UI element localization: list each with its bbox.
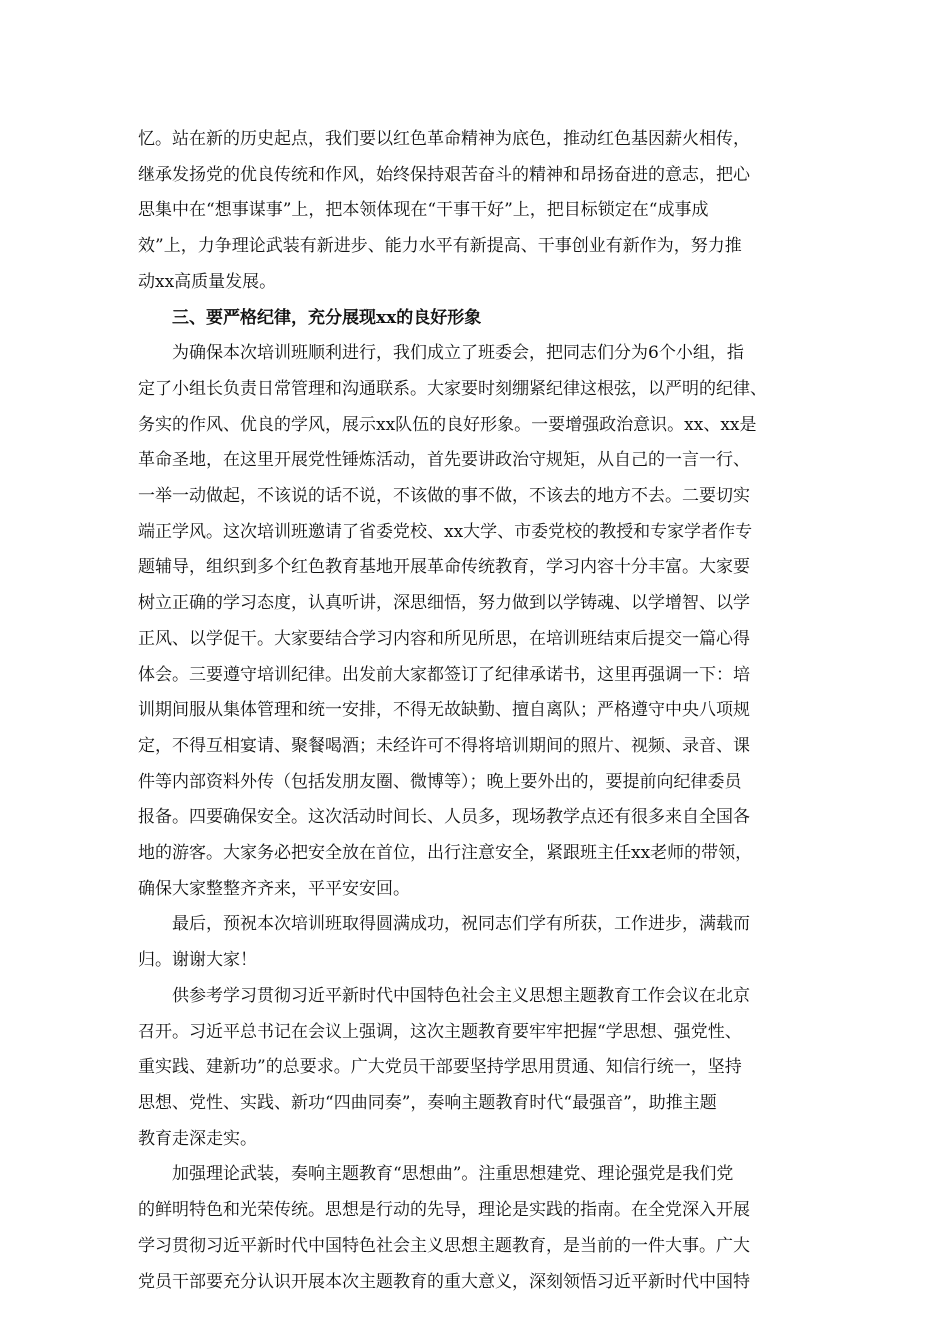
text-line: 加强理论武装，奏响主题教育“思想曲”。注重思想建党、理论强党是我们党 <box>172 1164 734 1185</box>
text-line: 报备。四要确保安全。这次活动时间长、人员多，现场教学点还有很多来自全国各 <box>138 807 750 828</box>
body-paragraph <box>138 336 853 907</box>
body-paragraph <box>138 979 853 1158</box>
section-heading <box>138 301 853 337</box>
text-line: 供参考学习贯彻习近平新时代中国特色社会主义思想主题教育工作会议在北京 <box>172 985 750 1006</box>
text-line: 效”上，力争理论武装有新进步、能力水平有新提高、干事创业有新作为，努力推 <box>138 236 742 257</box>
text-line: 题辅导，组织到多个红色教育基地开展革命传统教育，学习内容十分丰富。大家要 <box>138 557 750 578</box>
text-line: 体会。三要遵守培训纪律。出发前大家都签订了纪律承诺书，这里再强调一下：培 <box>138 664 750 685</box>
text-line: 忆。站在新的历史起点，我们要以红色革命精神为底色，推动红色基因薪火相传， <box>138 129 750 149</box>
text-line: 树立正确的学习态度，认真听讲，深思细悟，努力做到以学铸魂、以学增智、以学 <box>138 593 750 614</box>
text-line: 定，不得互相宴请、聚餐喝酒；未经许可不得将培训期间的照片、视频、录音、课 <box>138 735 750 756</box>
text-line: 地的游客。大家务必把安全放在首位，出行注意安全，紧跟班主任xx老师的带领， <box>138 843 753 864</box>
text-line: 重实践、建新功”的总要求。广大党员干部要坚持学思用贯通、知信行统一，坚持 <box>138 1057 742 1078</box>
text-line: 革命圣地，在这里开展党性锤炼活动，首先要讲政治守规矩，从自己的一言一行、 <box>138 450 750 471</box>
text-line: 归。谢谢大家！ <box>138 950 257 971</box>
body-paragraph <box>138 907 853 978</box>
text-line: 一举一动做起，不该说的话不说，不该做的事不做，不该去的地方不去。二要切实 <box>138 486 750 507</box>
text-line: 召开。习近平总书记在会议上强调，这次主题教育要牢牢把握“学思想、强党性、 <box>138 1021 742 1042</box>
text-line: 继承发扬党的优良传统和作风，始终保持艰苦奋斗的精神和昂扬奋进的意志，把心 <box>138 164 750 185</box>
text-line: 件等内部资料外传（包括发朋友圈、微博等）；晚上要外出的，要提前向纪律委员 <box>138 771 742 792</box>
text-line: 学习贯彻习近平新时代中国特色社会主义思想主题教育，是当前的一件大事。广大 <box>138 1235 750 1256</box>
text-line: 定了小组长负责日常管理和沟通联系。大家要时刻绷紧纪律这根弦，以严明的纪律、 <box>138 378 767 399</box>
body-paragraph <box>138 1157 853 1300</box>
text-line: 正风、以学促干。大家要结合学习内容和所见所思，在培训班结束后提交一篇心得 <box>138 628 750 649</box>
text-line: 思想、党性、实践、新功“四曲同奏”，奏响主题教育时代“最强音”，助推主题 <box>138 1092 717 1113</box>
text-line: 训期间服从集体管理和统一安排，不得无故缺勤、擅自离队；严格遵守中央八项规 <box>138 700 750 721</box>
text-line: 最后，预祝本次培训班取得圆满成功，祝同志们学有所获，工作进步，满载而 <box>172 914 750 935</box>
text-line: 教育走深走实。 <box>138 1128 257 1149</box>
heading-text: 三、要严格纪律，充分展现xx的良好形象 <box>172 307 482 328</box>
text-line: 务实的作风、优良的学风，展示xx队伍的良好形象。一要增强政治意识。xx、xx是 <box>138 414 757 435</box>
text-line: 为确保本次培训班顺利进行，我们成立了班委会，把同志们分为6个小组，指 <box>172 343 744 364</box>
text-line: 的鲜明特色和光荣传统。思想是行动的先导，理论是实践的指南。在全党深入开展 <box>138 1200 750 1221</box>
text-line: 动xx高质量发展。 <box>138 271 277 292</box>
body-paragraph <box>138 122 853 301</box>
text-line: 确保大家整整齐齐来，平平安安回。 <box>138 878 410 899</box>
text-line: 党员干部要充分认识开展本次主题教育的重大意义，深刻领悟习近平新时代中国特 <box>138 1271 750 1292</box>
text-line: 思集中在“想事谋事”上，把本领体现在“干事干好”上，把目标锁定在“成事成 <box>138 200 709 221</box>
document-page <box>138 122 853 1300</box>
text-line: 端正学风。这次培训班邀请了省委党校、xx大学、市委党校的教授和专家学者作专 <box>138 521 753 542</box>
